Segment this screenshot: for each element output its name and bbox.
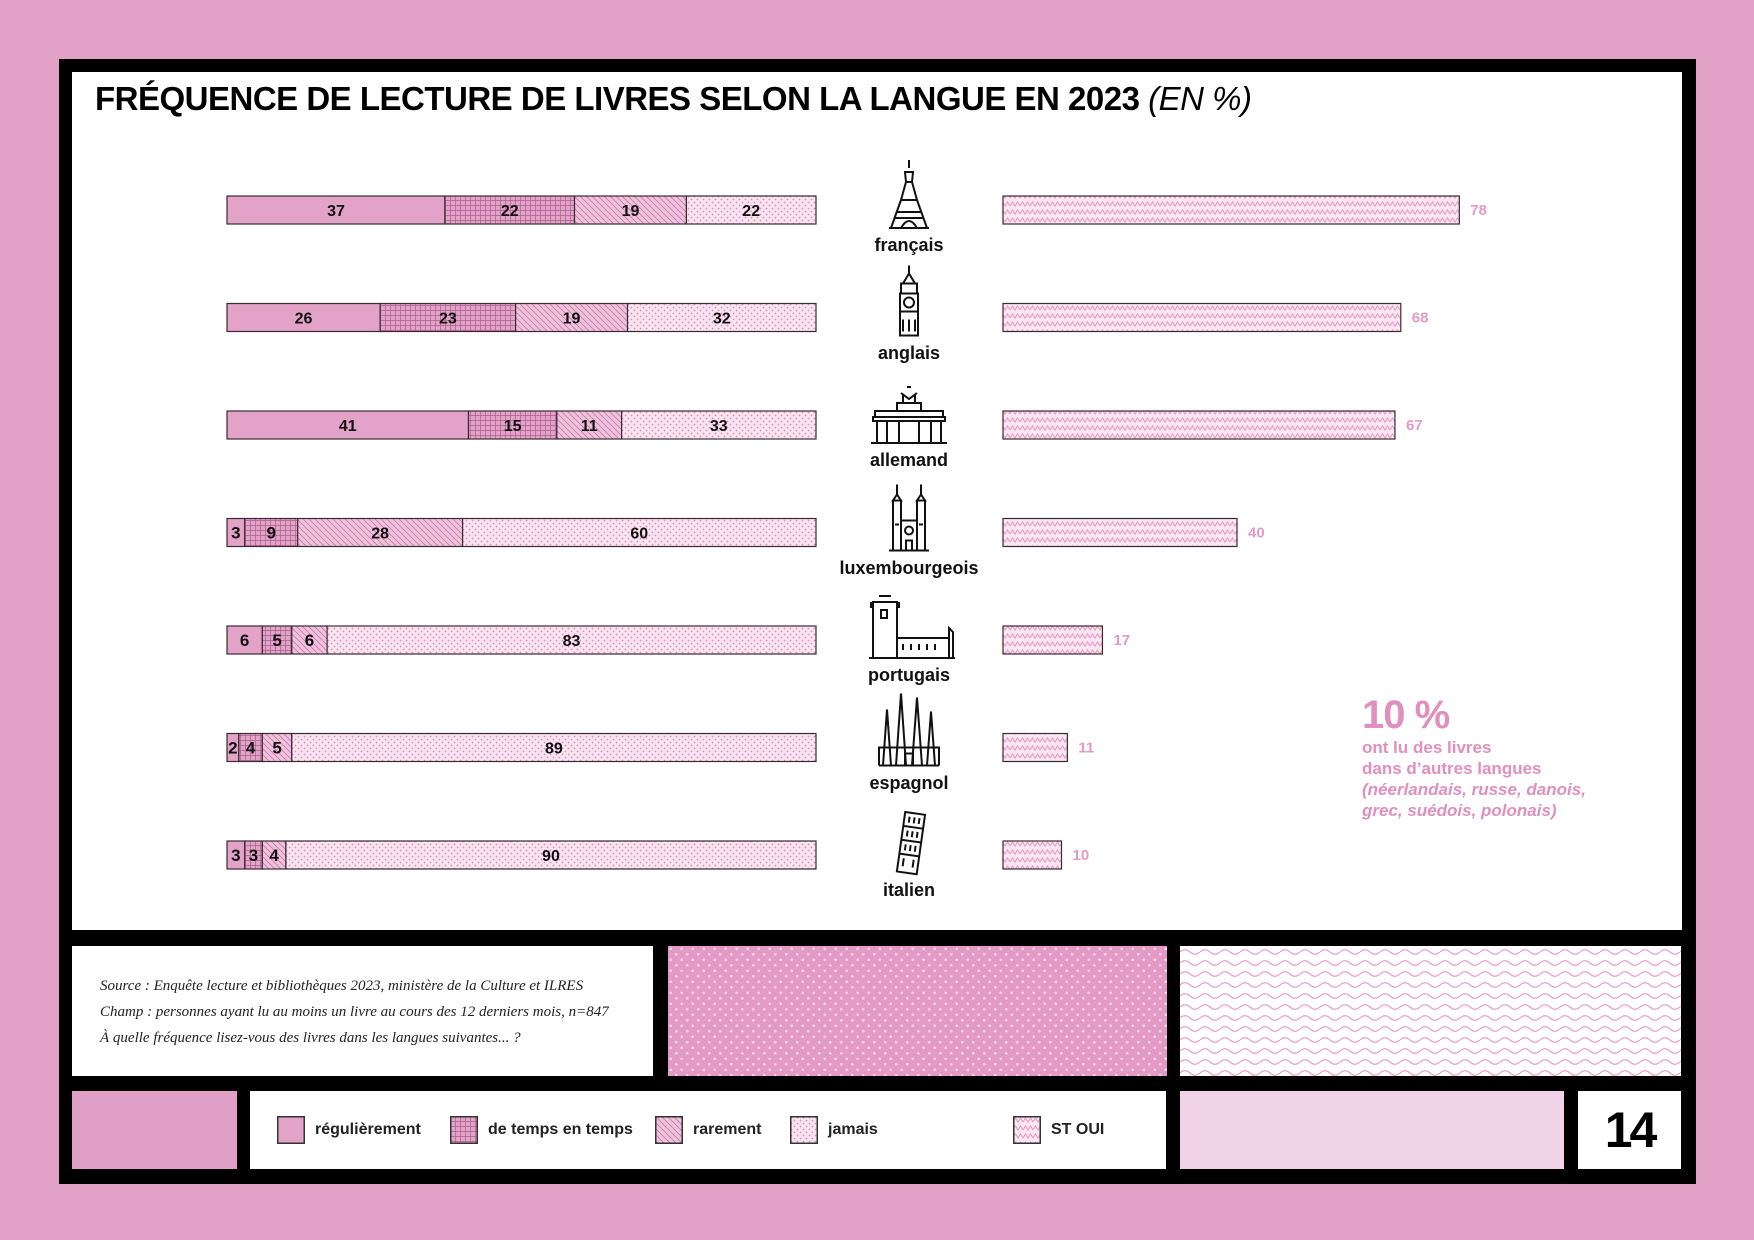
bar-value-label: 26 bbox=[294, 310, 313, 328]
bar-value-label: 4 bbox=[269, 846, 279, 865]
language-label: italien bbox=[882, 880, 935, 900]
bar-value-label: 60 bbox=[630, 525, 649, 543]
bar-value-label: 32 bbox=[712, 310, 731, 328]
bar-st-oui bbox=[1003, 734, 1067, 762]
note-languages-1: (néerlandais, russe, danois, bbox=[1362, 780, 1586, 799]
language-label: espagnol bbox=[869, 772, 949, 793]
page-number: 14 bbox=[1604, 1102, 1655, 1158]
bar-value-label: 23 bbox=[438, 310, 457, 328]
bar-value-label: 5 bbox=[272, 631, 282, 650]
bar-value-label: 19 bbox=[621, 203, 640, 220]
bar-value-label: 15 bbox=[503, 418, 522, 435]
note-percentage: 10 % bbox=[1362, 693, 1450, 737]
legend-item-regulierement bbox=[277, 1116, 421, 1144]
st-oui-value-label: 78 bbox=[1470, 202, 1487, 219]
bar-value-label: 89 bbox=[544, 740, 563, 758]
legend-item-rarement bbox=[655, 1116, 761, 1144]
bar-value-label: 41 bbox=[338, 418, 357, 435]
note-languages-2: grec, suédois, polonais) bbox=[1362, 801, 1557, 820]
bar-value-label: 6 bbox=[304, 631, 315, 650]
eiffel-tower-icon bbox=[889, 160, 929, 228]
question-line: À quelle fréquence lisez-vous des livres dans les langues suivantes... ? bbox=[100, 1030, 521, 1046]
bar-st-oui bbox=[1003, 411, 1395, 439]
st-oui-value-label: 40 bbox=[1248, 524, 1265, 542]
bar-value-label: 28 bbox=[371, 525, 390, 543]
st-oui-value-label: 17 bbox=[1113, 632, 1131, 649]
bar-value-label: 37 bbox=[327, 203, 345, 220]
bar-st-oui bbox=[1003, 519, 1237, 547]
bar-value-label: 33 bbox=[709, 418, 728, 435]
sagrada-familia-icon bbox=[879, 694, 939, 766]
st-oui-value-label: 67 bbox=[1405, 417, 1423, 434]
bar-value-label: 9 bbox=[266, 523, 276, 543]
page-number-panel bbox=[1578, 1091, 1681, 1169]
decorative-solid-panel bbox=[72, 1091, 237, 1169]
decorative-wave-panel bbox=[1180, 946, 1681, 1076]
brandenburg-gate-icon bbox=[871, 387, 947, 443]
bar-value-label: 3 bbox=[231, 846, 241, 865]
st-oui-value-label: 11 bbox=[1078, 739, 1095, 757]
bar-st-oui bbox=[1003, 196, 1459, 224]
st-oui-value-label: 10 bbox=[1072, 847, 1090, 864]
legend-label: rarement bbox=[693, 1121, 762, 1138]
legend-label: ST OUI bbox=[1051, 1121, 1105, 1138]
note-line-1: ont lu des livres bbox=[1362, 738, 1492, 757]
language-label: luxembourgeois bbox=[839, 557, 979, 578]
source-line: Source : Enquête lecture et bibliothèques 2023, ministère de la Culture et ILRES bbox=[100, 978, 584, 994]
language-label: anglais bbox=[877, 342, 941, 363]
language-label: allemand bbox=[869, 450, 949, 470]
bar-value-label: 6 bbox=[239, 631, 250, 650]
bar-value-label: 19 bbox=[562, 310, 581, 328]
legend-swatch-hatch bbox=[655, 1116, 683, 1144]
st-oui-value-label: 68 bbox=[1411, 309, 1429, 327]
pisa-tower-icon bbox=[897, 812, 925, 874]
decorative-light-panel bbox=[1180, 1091, 1564, 1169]
bar-value-label: 4 bbox=[245, 738, 256, 758]
language-label: portugais bbox=[867, 665, 950, 685]
legend-label: jamais bbox=[828, 1121, 878, 1138]
legend-label: de temps en temps bbox=[488, 1121, 633, 1138]
bar-st-oui bbox=[1003, 841, 1062, 869]
legend-item-st-oui bbox=[1013, 1116, 1104, 1144]
decorative-dots-panel bbox=[668, 946, 1167, 1076]
bar-st-oui bbox=[1003, 304, 1401, 332]
legend-label: régulièrement bbox=[315, 1121, 421, 1138]
bar-value-label: 3 bbox=[248, 846, 259, 865]
legend-item-jamais bbox=[790, 1116, 878, 1144]
legend-swatch-grid bbox=[450, 1116, 478, 1144]
big-ben-icon bbox=[900, 266, 918, 336]
bar-value-label: 11 bbox=[580, 418, 598, 435]
bar-st-oui bbox=[1003, 626, 1102, 654]
other-languages-note bbox=[1362, 693, 1586, 821]
note-line-2: dans d’autres langues bbox=[1362, 759, 1542, 778]
field-line: Champ : personnes ayant lu au moins un livre au cours des 12 derniers mois, n=847 bbox=[100, 1004, 609, 1020]
legend-swatch-solid bbox=[277, 1116, 305, 1144]
bar-value-label: 90 bbox=[542, 848, 560, 865]
bar-value-label: 2 bbox=[228, 738, 238, 758]
bar-value-label: 83 bbox=[562, 633, 581, 650]
title-unit: (EN %) bbox=[1148, 80, 1252, 117]
luxembourg-cathedral-icon bbox=[889, 485, 929, 551]
bar-value-label: 22 bbox=[742, 203, 761, 220]
legend-item-de-temps-en-temps bbox=[450, 1116, 633, 1144]
title-text: FRÉQUENCE DE LECTURE DE LIVRES SELON LA LANGUE EN 2023 bbox=[95, 80, 1140, 117]
bar-value-label: 22 bbox=[500, 203, 519, 220]
belem-tower-icon bbox=[869, 596, 955, 658]
bar-value-label: 3 bbox=[231, 523, 241, 543]
legend-swatch-dots bbox=[790, 1116, 818, 1144]
language-label: français bbox=[874, 235, 944, 255]
bar-value-label: 5 bbox=[272, 738, 282, 758]
legend-swatch-zigzag bbox=[1013, 1116, 1041, 1144]
